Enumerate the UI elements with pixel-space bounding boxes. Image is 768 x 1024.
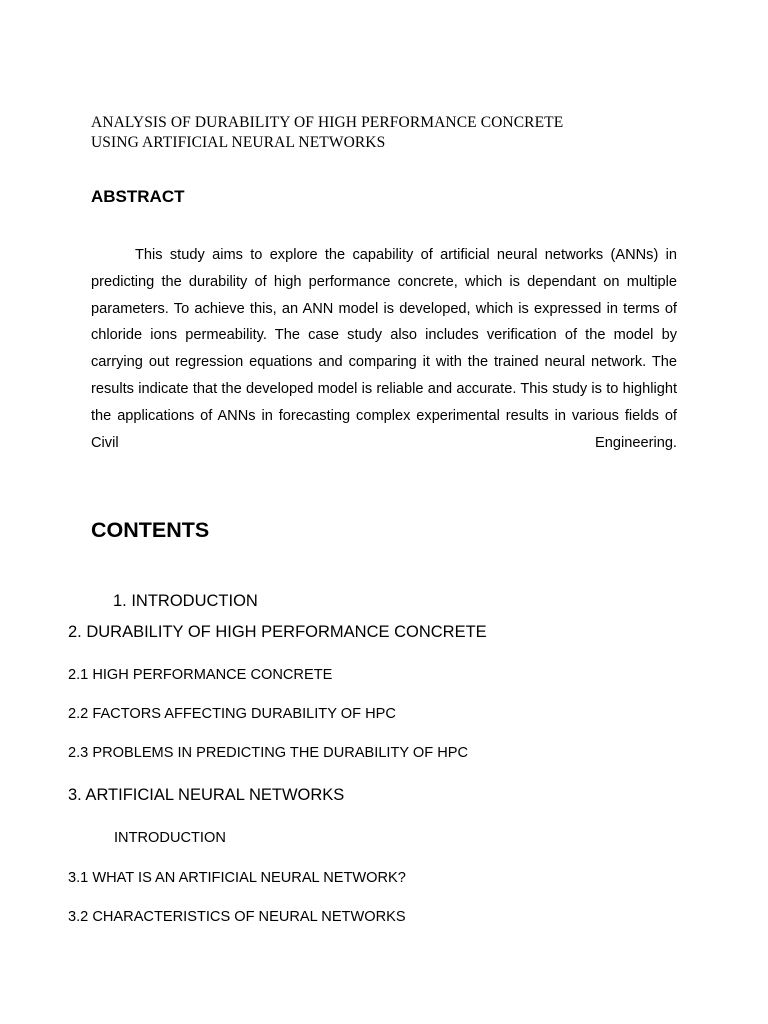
toc-item-introduction: 1. INTRODUCTION [113,592,258,610]
toc-item-problems-predicting-durability: 2.3 PROBLEMS IN PREDICTING THE DURABILITY OF HPC [68,745,469,761]
toc-item-artificial-neural-networks: 3. ARTIFICIAL NEURAL NETWORKS [68,786,345,804]
document-title-line-1: ANALYSIS OF DURABILITY OF HIGH PERFORMANCE CONCRETE [91,114,564,131]
toc-item-what-is-ann: 3.1 WHAT IS AN ARTIFICIAL NEURAL NETWORK? [68,870,406,886]
contents-heading: CONTENTS [91,518,210,542]
toc-item-factors-affecting-durability: 2.2 FACTORS AFFECTING DURABILITY OF HPC [68,706,396,722]
toc-item-ann-introduction: INTRODUCTION [114,830,226,846]
abstract-paragraph: This study aims to explore the capability of artificial neural networks (ANNs) in predicting the durability of high performance concrete, which is dependant on multiple parameters. To achieve this, an ANN model is developed, which is expressed in terms of chloride ions permeability. The case study also includes verification of the model by carrying out regression equations and comparing it with the trained neural network. The results indicate that the developed model is reliable and accurate. This study is to highlight the applications of ANNs in forecasting complex experimental results in various fields of Civil Engineering. [91,247,677,451]
toc-item-durability-hpc: 2. DURABILITY OF HIGH PERFORMANCE CONCRETE [68,623,487,641]
toc-item-high-performance-concrete: 2.1 HIGH PERFORMANCE CONCRETE [68,667,333,683]
abstract-heading: ABSTRACT [91,187,185,206]
document-title-line-2: USING ARTIFICIAL NEURAL NETWORKS [91,134,386,151]
document-title [91,113,691,153]
toc-item-characteristics-neural-networks: 3.2 CHARACTERISTICS OF NEURAL NETWORKS [68,909,406,925]
